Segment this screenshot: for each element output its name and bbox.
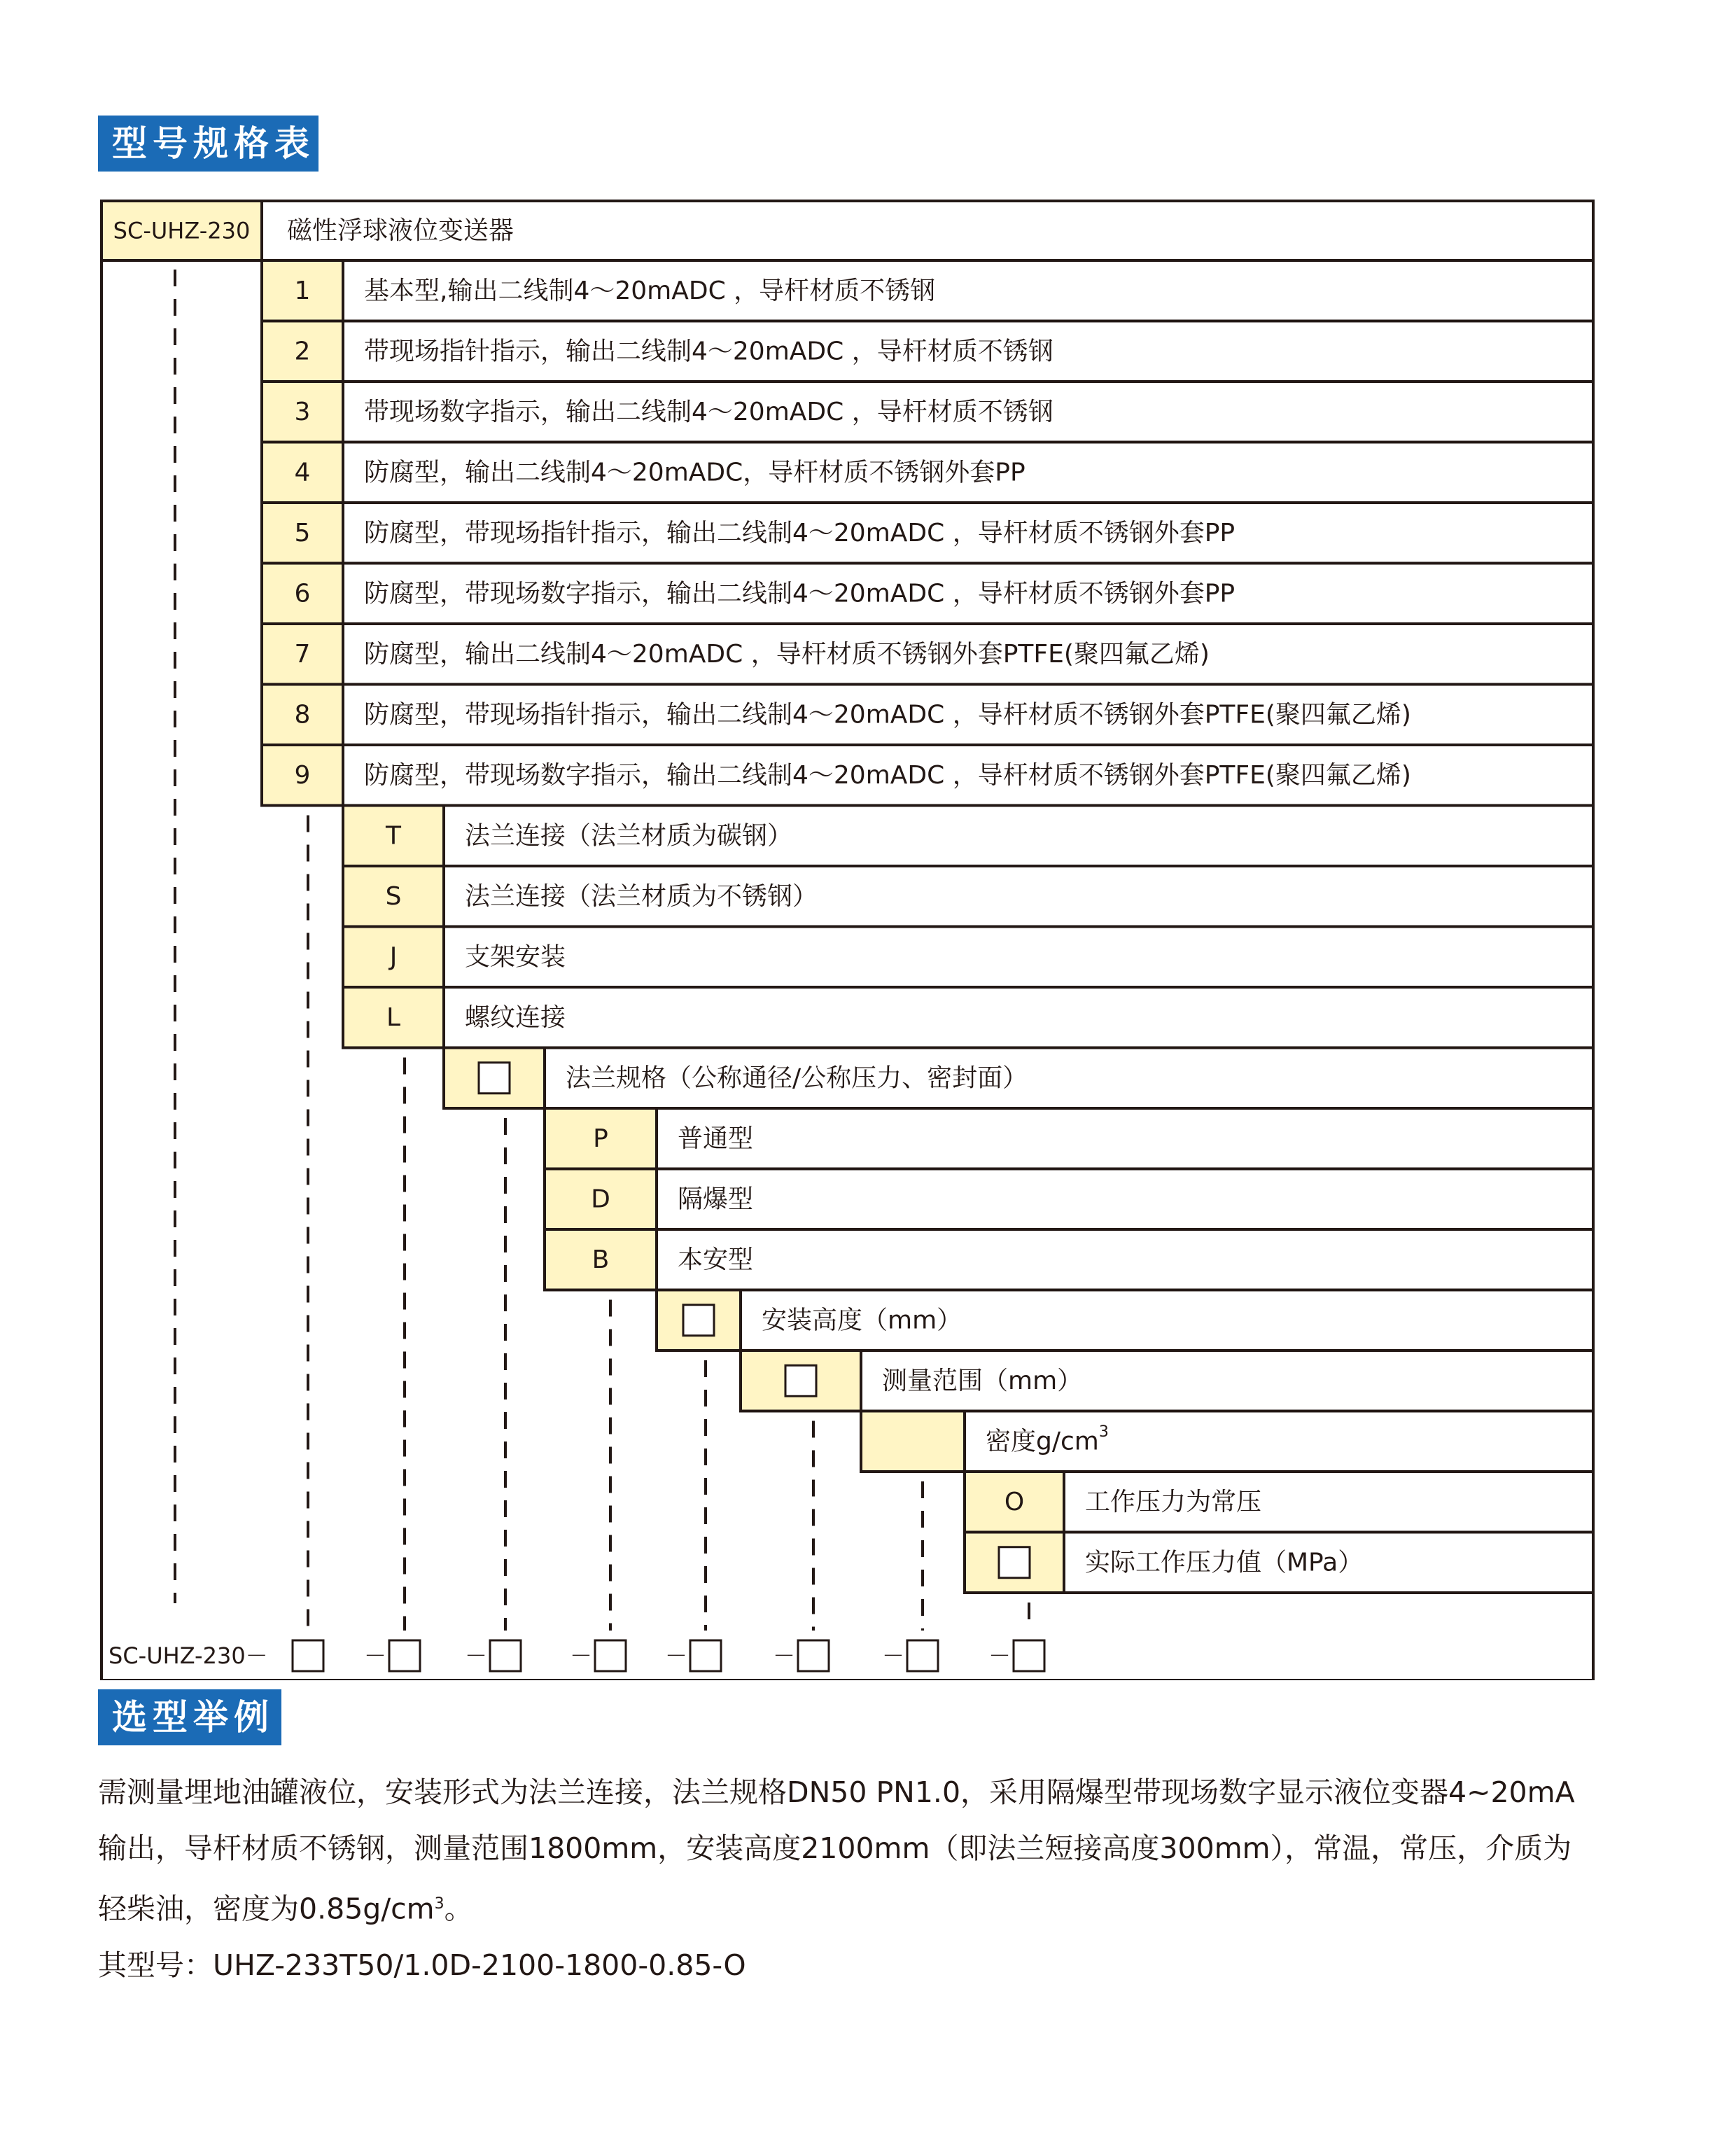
bottom-box-height xyxy=(690,1640,721,1671)
desc-protection: 普通型 xyxy=(678,1124,754,1153)
product-name: 磁性浮球液位变送器 xyxy=(287,216,514,245)
desc-pressure: 工作压力为常压 xyxy=(1085,1487,1262,1516)
example-section-title: 选型举例 xyxy=(98,1689,281,1745)
desc-pressure: 实际工作压力值（MPa） xyxy=(1085,1548,1364,1577)
separator-dash: － xyxy=(988,1642,1011,1669)
bottom-box-protection xyxy=(595,1640,626,1671)
code-box-flange xyxy=(479,1063,510,1094)
code-type-4: 4 xyxy=(294,458,311,487)
code-type-7: 7 xyxy=(294,639,311,669)
desc-type: 防腐型，带现场数字指示，输出二线制4～20mADC ，导杆材质不锈钢外套PTFE(聚四氟乙烯) xyxy=(364,760,1411,790)
superscript-3: 3 xyxy=(434,1895,444,1913)
desc-type: 防腐型，带现场指针指示，输出二线制4～20mADC ，导杆材质不锈钢外套PP xyxy=(364,518,1236,547)
desc-range: 测量范围（mm） xyxy=(882,1366,1083,1395)
desc-type: 基本型,输出二线制4～20mADC ，导杆材质不锈钢 xyxy=(364,276,936,305)
desc-protection: 隔爆型 xyxy=(678,1185,754,1214)
code-protection-P: P xyxy=(593,1124,608,1153)
code-type-1: 1 xyxy=(294,276,311,305)
code-protection-B: B xyxy=(592,1245,610,1274)
desc-type: 带现场指针指示，输出二线制4～20mADC ，导杆材质不锈钢 xyxy=(364,337,1054,366)
code-type-3: 3 xyxy=(294,397,311,426)
code-type-6: 6 xyxy=(294,579,311,608)
code-type-5: 5 xyxy=(294,518,311,547)
code-type-8: 8 xyxy=(294,700,311,730)
model-code: SC-UHZ-230 xyxy=(113,217,251,244)
separator-dash: － xyxy=(364,1642,387,1669)
code-box-pressure xyxy=(999,1547,1030,1578)
bottom-box-range xyxy=(798,1640,829,1671)
bottom-box-density xyxy=(907,1640,938,1671)
bottom-box-type xyxy=(293,1640,323,1671)
bottom-model-code: SC-UHZ-230－ xyxy=(108,1642,268,1669)
desc-flange: 法兰规格（公称通径/公称压力、密封面） xyxy=(566,1063,1028,1093)
bottom-box-mounting xyxy=(389,1640,420,1671)
example-model-line: 其型号：UHZ-233T50/1.0D-2100-1800-0.85-O xyxy=(98,1948,746,1982)
desc-mounting: 法兰连接（法兰材质为碳钢） xyxy=(465,821,793,851)
desc-mounting: 法兰连接（法兰材质为不锈钢） xyxy=(465,881,818,911)
desc-type: 防腐型，输出二线制4～20mADC ，导杆材质不锈钢外套PTFE(聚四氟乙烯) xyxy=(364,639,1210,669)
bottom-box-pressure xyxy=(1014,1640,1044,1671)
code-mounting-L: L xyxy=(386,1003,401,1032)
example-line-1: 需测量埋地油罐液位，安装形式为法兰连接，法兰规格DN50 PN1.0，采用隔爆型带现场数字显示液位变器4~20mA xyxy=(98,1775,1575,1809)
code-mounting-J: J xyxy=(389,942,398,972)
code-box-range xyxy=(785,1365,816,1396)
desc-type: 防腐型，输出二线制4～20mADC，导杆材质不锈钢外套PP xyxy=(364,458,1026,487)
spec-section-title: 型号规格表 xyxy=(98,116,318,172)
code-type-9: 9 xyxy=(294,760,311,790)
desc-density: 密度$g/cm^3$ xyxy=(986,1423,1109,1456)
desc-height: 安装高度（mm） xyxy=(762,1306,962,1335)
desc-mounting: 支架安装 xyxy=(465,942,566,972)
code-cell-density xyxy=(861,1411,965,1472)
example-paragraph xyxy=(98,1764,1666,1993)
example-line-2: 输出，导杆材质不锈钢，测量范围1800mm，安装高度2100mm（即法兰短接高度300mm），常温，常压，介质为 xyxy=(98,1831,1572,1865)
desc-protection: 本安型 xyxy=(678,1245,754,1274)
separator-dash: － xyxy=(465,1642,488,1669)
code-type-2: 2 xyxy=(294,337,311,366)
desc-type: 防腐型，带现场指针指示，输出二线制4～20mADC ，导杆材质不锈钢外套PTFE(聚四氟乙烯) xyxy=(364,700,1411,730)
separator-dash: － xyxy=(665,1642,688,1669)
code-box-height xyxy=(683,1305,714,1336)
desc-mounting: 螺纹连接 xyxy=(465,1003,566,1032)
bottom-box-flange xyxy=(490,1640,521,1671)
desc-type: 防腐型，带现场数字指示，输出二线制4～20mADC ，导杆材质不锈钢外套PP xyxy=(364,579,1236,608)
separator-dash: － xyxy=(773,1642,796,1669)
code-mounting-S: S xyxy=(385,881,402,911)
separator-dash: － xyxy=(570,1642,593,1669)
code-protection-D: D xyxy=(591,1185,610,1214)
code-pressure-O: O xyxy=(1004,1487,1025,1516)
example-line-3: 轻柴油，密度为$0.85g/cm^3$。 xyxy=(98,1892,473,1926)
separator-dash: － xyxy=(882,1642,905,1669)
code-mounting-T: T xyxy=(386,821,401,851)
desc-type: 带现场数字指示，输出二线制4～20mADC ，导杆材质不锈钢 xyxy=(364,397,1054,426)
